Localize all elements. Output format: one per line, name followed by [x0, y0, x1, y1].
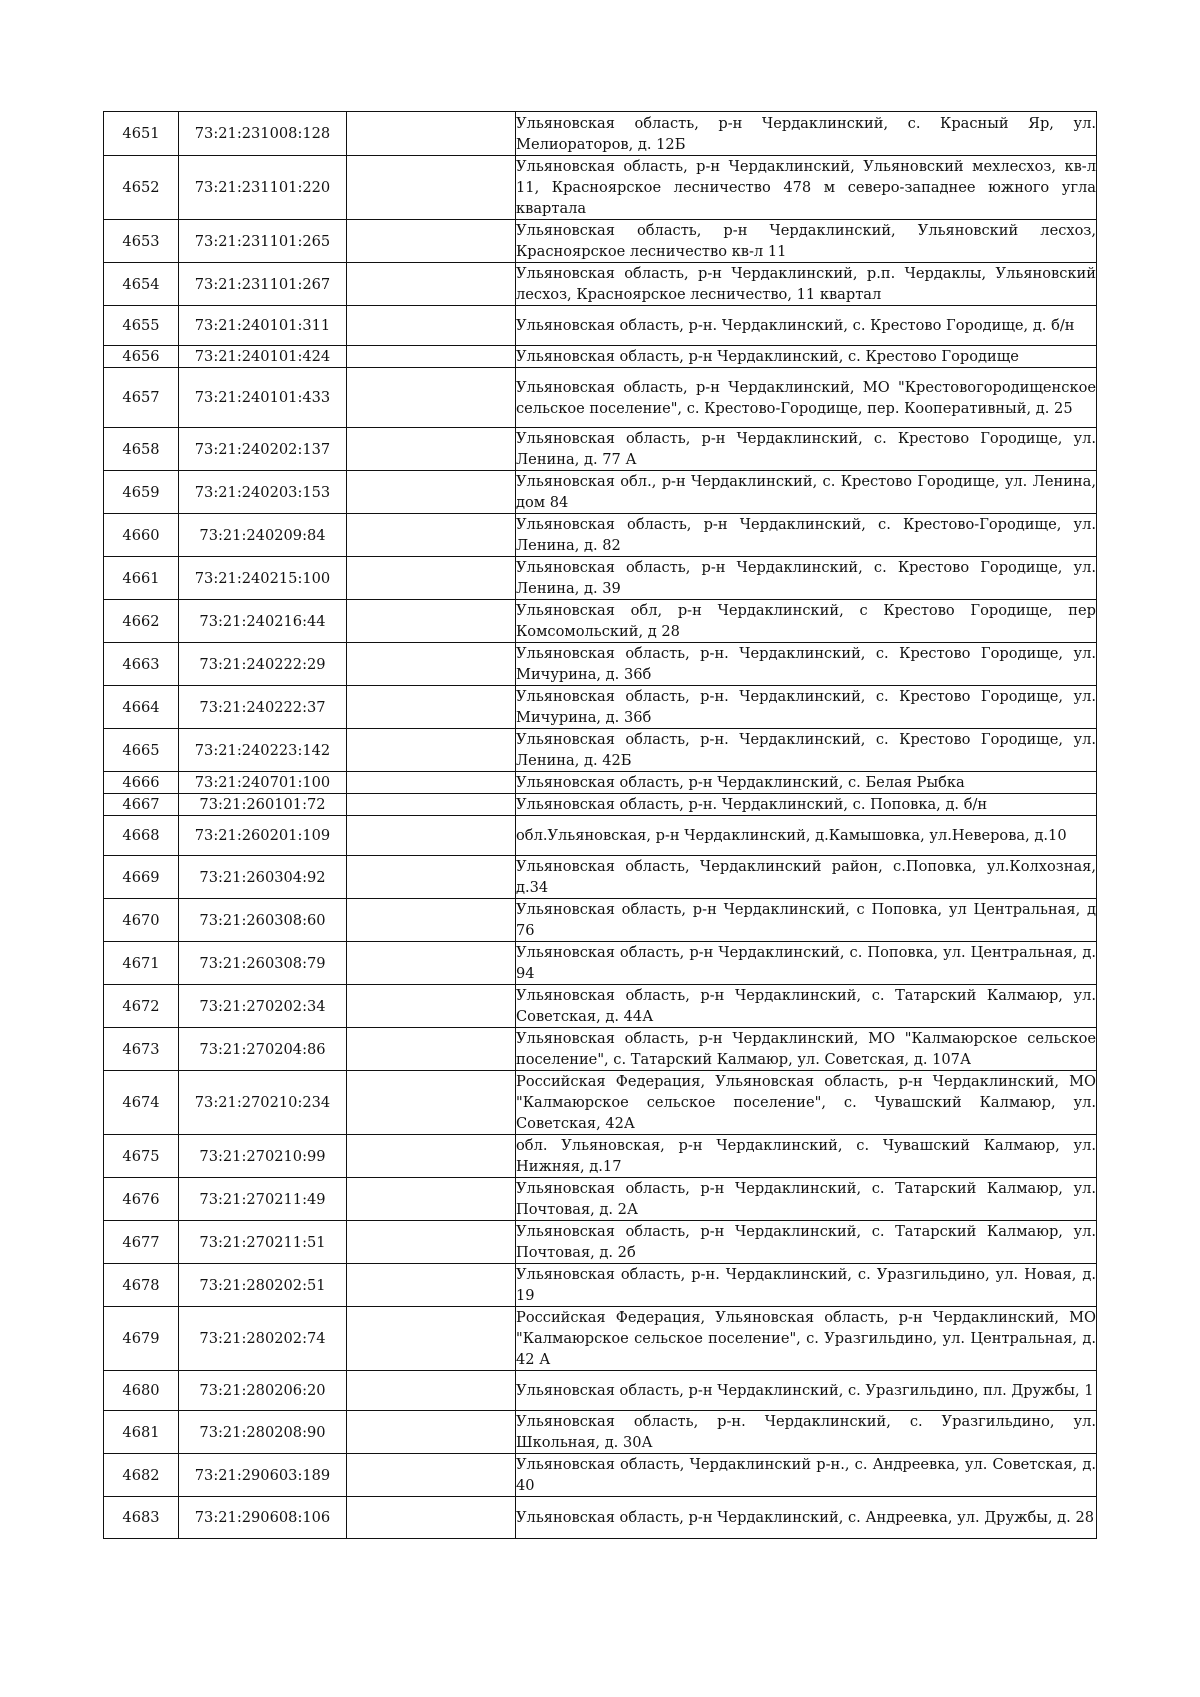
- cadastral-number-cell-text: 73:21:240101:433: [194, 389, 331, 406]
- row-number-cell: [104, 220, 179, 263]
- row-number-cell: [104, 816, 179, 856]
- empty-cell: [347, 1135, 516, 1178]
- registry-table-body: [104, 112, 1097, 1539]
- empty-cell: [347, 428, 516, 471]
- table-row: [104, 985, 1097, 1028]
- cadastral-number-cell: [179, 306, 347, 346]
- table-row: [104, 220, 1097, 263]
- row-number-cell: [104, 112, 179, 156]
- address-cell: [516, 856, 1097, 899]
- row-number-cell: [104, 263, 179, 306]
- row-number-cell: [104, 600, 179, 643]
- empty-cell: [347, 1371, 516, 1411]
- empty-cell: [347, 1264, 516, 1307]
- address-cell-text: Ульяновская область, р-н Чердаклинский, р.п. Чердаклы, Ульяновский лесхоз, Красноярское лесничество, 11 квартал: [516, 265, 1096, 303]
- address-cell-text: Ульяновская область, р-н. Чердаклинский, с. Крестово Городище, ул. Мичурина, д. 36б: [516, 688, 1096, 726]
- table-row: [104, 856, 1097, 899]
- address-cell-text: Российская Федерация, Ульяновская область, р-н Чердаклинский, МО "Калмаюрское сельское поселение", с. Чувашский Калмаюр, ул. Советская, 42А: [516, 1073, 1096, 1132]
- address-cell: [516, 1221, 1097, 1264]
- empty-cell: [347, 557, 516, 600]
- cadastral-number-cell-text: 73:21:260308:79: [199, 954, 326, 972]
- row-number-cell: [104, 729, 179, 772]
- row-number-cell-text: 4670: [122, 911, 160, 929]
- cadastral-number-cell-text: 73:21:240215:100: [194, 569, 331, 587]
- address-cell: [516, 1264, 1097, 1307]
- row-number-cell: [104, 985, 179, 1028]
- cadastral-number-cell-text: 73:21:240101:424: [194, 348, 331, 365]
- address-cell: [516, 686, 1097, 729]
- table-row: [104, 816, 1097, 856]
- cadastral-number-cell: [179, 263, 347, 306]
- row-number-cell-text: 4683: [122, 1509, 160, 1526]
- row-number-cell: [104, 772, 179, 794]
- row-number-cell: [104, 1071, 179, 1135]
- address-cell: [516, 1028, 1097, 1071]
- empty-cell: [347, 856, 516, 899]
- empty-cell: [347, 600, 516, 643]
- table-row: [104, 729, 1097, 772]
- cadastral-number-cell: [179, 1135, 347, 1178]
- cadastral-number-cell-text: 73:21:231008:128: [194, 125, 331, 142]
- empty-cell: [347, 156, 516, 220]
- table-row: [104, 772, 1097, 794]
- table-row: [104, 557, 1097, 600]
- cadastral-number-cell: [179, 368, 347, 428]
- row-number-cell: [104, 1454, 179, 1497]
- row-number-cell-text: 4680: [122, 1382, 160, 1399]
- cadastral-number-cell-text: 73:21:280202:51: [199, 1276, 326, 1294]
- row-number-cell: [104, 1028, 179, 1071]
- address-cell-text: Ульяновская обл., р-н Чердаклинский, с. Крестово Городище, ул. Ленина, дом 84: [516, 473, 1096, 511]
- row-number-cell-text: 4660: [122, 526, 160, 544]
- cadastral-number-cell: [179, 557, 347, 600]
- row-number-cell-text: 4665: [122, 741, 160, 759]
- empty-cell: [347, 346, 516, 368]
- row-number-cell-text: 4661: [122, 569, 160, 587]
- cadastral-number-cell: [179, 1411, 347, 1454]
- table-row: [104, 942, 1097, 985]
- table-row: [104, 471, 1097, 514]
- table-row: [104, 428, 1097, 471]
- row-number-cell-text: 4668: [122, 827, 160, 844]
- address-cell-text: Ульяновская область, р-н Чердаклинский, с. Поповка, ул. Центральная, д. 94: [516, 944, 1096, 982]
- address-cell: [516, 557, 1097, 600]
- table-row: [104, 794, 1097, 816]
- cadastral-number-cell: [179, 600, 347, 643]
- address-cell: [516, 816, 1097, 856]
- table-row: [104, 1221, 1097, 1264]
- cadastral-number-cell-text: 73:21:260308:60: [199, 911, 326, 929]
- cadastral-number-cell-text: 73:21:260101:72: [199, 796, 326, 813]
- address-cell-text: Ульяновская область, р-н Чердаклинский, с. Крестово Городище, ул. Ленина, д. 77 А: [516, 430, 1096, 468]
- row-number-cell-text: 4658: [122, 440, 160, 458]
- row-number-cell: [104, 368, 179, 428]
- cadastral-number-cell: [179, 1371, 347, 1411]
- row-number-cell: [104, 1221, 179, 1264]
- cadastral-number-cell: [179, 1497, 347, 1539]
- address-cell-text: Ульяновская область, р-н Чердаклинский, с. Красный Яр, ул. Мелиораторов, д. 12Б: [516, 114, 1096, 153]
- address-cell-text: Ульяновская область, р-н Чердаклинский, Ульяновский мехлесхоз, кв-л 11, Красноярское лесничество 478 м северо-западнее южного угла квартала: [516, 158, 1096, 217]
- table-row: [104, 263, 1097, 306]
- row-number-cell: [104, 794, 179, 816]
- cadastral-number-cell: [179, 428, 347, 471]
- address-cell-text: Ульяновская область, р-н Чердаклинский, с. Андреевка, ул. Дружбы, д. 28: [516, 1509, 1095, 1526]
- cadastral-number-cell: [179, 471, 347, 514]
- cadastral-number-cell-text: 73:21:270202:34: [199, 997, 326, 1015]
- address-cell-text: Ульяновская область, р-н Чердаклинский, МО "Крестовогородищенское сельское поселение", с. Крестово-Городище, пер. Кооперативный, д. 25: [516, 378, 1096, 417]
- row-number-cell: [104, 1411, 179, 1454]
- row-number-cell-text: 4655: [122, 317, 160, 334]
- row-number-cell: [104, 1307, 179, 1371]
- empty-cell: [347, 220, 516, 263]
- address-cell-text: Ульяновская область, р-н. Чердаклинский, с. Уразгильдино, ул. Новая, д. 19: [516, 1266, 1096, 1304]
- row-number-cell: [104, 856, 179, 899]
- empty-cell: [347, 1221, 516, 1264]
- address-cell: [516, 942, 1097, 985]
- address-cell-text: Ульяновская область, Чердаклинский р-н., с. Андреевка, ул. Советская, д. 40: [516, 1456, 1096, 1494]
- table-row: [104, 346, 1097, 368]
- row-number-cell: [104, 514, 179, 557]
- row-number-cell-text: 4653: [122, 232, 160, 250]
- address-cell: [516, 112, 1097, 156]
- address-cell: [516, 471, 1097, 514]
- row-number-cell: [104, 686, 179, 729]
- cadastral-number-cell-text: 73:21:240203:153: [194, 483, 331, 501]
- cadastral-number-cell: [179, 686, 347, 729]
- address-cell: [516, 772, 1097, 794]
- empty-cell: [347, 794, 516, 816]
- address-cell: [516, 1071, 1097, 1135]
- cadastral-number-cell: [179, 794, 347, 816]
- address-cell-text: Ульяновская область, р-н. Чердаклинский, с. Поповка, д. б/н: [516, 796, 988, 813]
- cadastral-number-cell-text: 73:21:290603:189: [194, 1466, 331, 1484]
- row-number-cell-text: 4669: [122, 868, 160, 886]
- row-number-cell-text: 4664: [122, 698, 160, 716]
- cadastral-number-cell-text: 73:21:240223:142: [194, 741, 331, 759]
- row-number-cell-text: 4663: [122, 655, 160, 673]
- row-number-cell: [104, 156, 179, 220]
- table-row: [104, 514, 1097, 557]
- cadastral-number-cell: [179, 985, 347, 1028]
- table-row: [104, 600, 1097, 643]
- address-cell: [516, 220, 1097, 263]
- address-cell: [516, 1371, 1097, 1411]
- address-cell: [516, 985, 1097, 1028]
- table-row: [104, 1454, 1097, 1497]
- cadastral-number-cell: [179, 1264, 347, 1307]
- address-cell: [516, 514, 1097, 557]
- row-number-cell: [104, 471, 179, 514]
- address-cell-text: обл.Ульяновская, р-н Чердаклинский, д.Камышовка, ул.Неверова, д.10: [516, 827, 1067, 844]
- empty-cell: [347, 816, 516, 856]
- cadastral-number-cell: [179, 514, 347, 557]
- cadastral-number-cell-text: 73:21:240216:44: [199, 612, 326, 630]
- row-number-cell: [104, 346, 179, 368]
- table-row: [104, 1411, 1097, 1454]
- empty-cell: [347, 899, 516, 942]
- address-cell-text: Ульяновская область, р-н Чердаклинский, с. Татарский Калмаюр, ул. Советская, д. 44А: [516, 987, 1096, 1025]
- row-number-cell: [104, 306, 179, 346]
- cadastral-number-cell: [179, 346, 347, 368]
- address-cell-text: Ульяновская область, р-н Чердаклинский, с. Крестово-Городище, ул. Ленина, д. 82: [516, 516, 1096, 554]
- empty-cell: [347, 1028, 516, 1071]
- cadastral-number-cell-text: 73:21:240222:37: [199, 698, 326, 716]
- address-cell-text: Ульяновская область, р-н. Чердаклинский, с. Уразгильдино, ул. Школьная, д. 30А: [516, 1413, 1096, 1451]
- cadastral-number-cell: [179, 220, 347, 263]
- table-row: [104, 1135, 1097, 1178]
- address-cell: [516, 156, 1097, 220]
- row-number-cell-text: 4656: [122, 348, 160, 365]
- cadastral-number-cell: [179, 729, 347, 772]
- empty-cell: [347, 1178, 516, 1221]
- row-number-cell-text: 4654: [122, 275, 160, 293]
- address-cell: [516, 1135, 1097, 1178]
- cadastral-number-cell-text: 73:21:240209:84: [199, 526, 326, 544]
- address-cell: [516, 1411, 1097, 1454]
- address-cell-text: Ульяновская область, р-н Чердаклинский, с. Белая Рыбка: [516, 774, 965, 791]
- cadastral-number-cell-text: 73:21:270211:51: [199, 1233, 326, 1251]
- address-cell: [516, 428, 1097, 471]
- row-number-cell: [104, 643, 179, 686]
- cadastral-number-cell: [179, 1028, 347, 1071]
- cadastral-number-cell-text: 73:21:290608:106: [194, 1509, 331, 1526]
- cadastral-number-cell-text: 73:21:270204:86: [199, 1040, 326, 1058]
- address-cell-text: Ульяновская область, р-н. Чердаклинский, с. Крестово Городище, д. б/н: [516, 317, 1075, 334]
- row-number-cell-text: 4682: [122, 1466, 160, 1484]
- cadastral-number-cell: [179, 1307, 347, 1371]
- table-row: [104, 156, 1097, 220]
- address-cell: [516, 1178, 1097, 1221]
- empty-cell: [347, 514, 516, 557]
- table-row: [104, 1307, 1097, 1371]
- address-cell-text: Ульяновская область, Чердаклинский район, с.Поповка, ул.Колхозная, д.34: [516, 858, 1096, 896]
- row-number-cell-text: 4681: [122, 1423, 160, 1441]
- empty-cell: [347, 643, 516, 686]
- table-row: [104, 1028, 1097, 1071]
- address-cell-text: Ульяновская область, р-н. Чердаклинский, с. Крестово Городище, ул. Ленина, д. 42Б: [516, 731, 1096, 769]
- row-number-cell-text: 4652: [122, 179, 160, 196]
- empty-cell: [347, 112, 516, 156]
- cadastral-number-cell: [179, 899, 347, 942]
- cadastral-number-cell-text: 73:21:231101:267: [194, 275, 331, 293]
- row-number-cell-text: 4672: [122, 997, 160, 1015]
- address-cell-text: Ульяновская обл, р-н Чердаклинский, с Крестово Городище, пер Комсомольский, д 28: [516, 602, 1096, 640]
- empty-cell: [347, 306, 516, 346]
- empty-cell: [347, 1307, 516, 1371]
- row-number-cell-text: 4659: [122, 483, 160, 501]
- address-cell: [516, 899, 1097, 942]
- cadastral-number-cell-text: 73:21:260201:109: [194, 827, 331, 844]
- address-cell: [516, 306, 1097, 346]
- row-number-cell-text: 4671: [122, 954, 160, 972]
- empty-cell: [347, 686, 516, 729]
- cadastral-number-cell-text: 73:21:240202:137: [194, 440, 331, 458]
- cadastral-number-cell: [179, 112, 347, 156]
- address-cell-text: Ульяновская область, р-н Чердаклинский, МО "Калмаюрское сельское поселение", с. Татарский Калмаюр, ул. Советская, д. 107А: [516, 1030, 1096, 1068]
- cadastral-number-cell: [179, 156, 347, 220]
- row-number-cell: [104, 1371, 179, 1411]
- table-row: [104, 643, 1097, 686]
- empty-cell: [347, 772, 516, 794]
- row-number-cell-text: 4673: [122, 1040, 160, 1058]
- row-number-cell-text: 4666: [122, 774, 160, 791]
- cadastral-number-cell-text: 73:21:240101:311: [194, 317, 331, 334]
- row-number-cell: [104, 1497, 179, 1539]
- address-cell-text: Ульяновская область, р-н. Чердаклинский, с. Крестово Городище, ул. Мичурина, д. 36б: [516, 645, 1096, 683]
- cadastral-number-cell: [179, 942, 347, 985]
- cadastral-number-cell-text: 73:21:280206:20: [199, 1382, 326, 1399]
- address-cell: [516, 794, 1097, 816]
- cadastral-number-cell: [179, 1178, 347, 1221]
- table-row: [104, 306, 1097, 346]
- address-cell-text: Ульяновская область, р-н Чердаклинский, с. Татарский Калмаюр, ул. Почтовая, д. 2б: [516, 1223, 1096, 1261]
- row-number-cell-text: 4657: [122, 389, 160, 406]
- cadastral-number-cell: [179, 1071, 347, 1135]
- row-number-cell-text: 4667: [122, 796, 160, 813]
- address-cell-text: Ульяновская область, р-н Чердаклинский, Ульяновский лесхоз, Красноярское лесничество кв-л 11: [516, 222, 1096, 260]
- address-cell: [516, 1454, 1097, 1497]
- row-number-cell-text: 4679: [122, 1330, 160, 1347]
- table-row: [104, 1071, 1097, 1135]
- empty-cell: [347, 263, 516, 306]
- address-cell-text: Ульяновская область, р-н Чердаклинский, с. Уразгильдино, пл. Дружбы, 1: [516, 1382, 1094, 1399]
- row-number-cell: [104, 1178, 179, 1221]
- row-number-cell-text: 4675: [122, 1147, 160, 1165]
- table-row: [104, 1178, 1097, 1221]
- row-number-cell: [104, 899, 179, 942]
- row-number-cell: [104, 428, 179, 471]
- empty-cell: [347, 471, 516, 514]
- address-cell-text: Российская Федерация, Ульяновская область, р-н Чердаклинский, МО "Калмаюрское сельское поселение", с. Уразгильдино, ул. Центральная, д. 42 А: [516, 1309, 1096, 1368]
- address-cell-text: Ульяновская область, р-н Чердаклинский, с. Крестово Городище: [516, 348, 1019, 365]
- cadastral-number-cell-text: 73:21:231101:220: [194, 179, 331, 196]
- cadastral-number-cell-text: 73:21:280202:74: [199, 1330, 326, 1347]
- empty-cell: [347, 729, 516, 772]
- row-number-cell-text: 4651: [122, 125, 160, 142]
- address-cell: [516, 263, 1097, 306]
- row-number-cell: [104, 942, 179, 985]
- address-cell: [516, 1307, 1097, 1371]
- address-cell: [516, 600, 1097, 643]
- cadastral-number-cell: [179, 1454, 347, 1497]
- table-row: [104, 1371, 1097, 1411]
- cadastral-number-cell-text: 73:21:260304:92: [199, 868, 326, 886]
- address-cell-text: обл. Ульяновская, р-н Чердаклинский, с. Чувашский Калмаюр, ул. Нижняя, д.17: [516, 1137, 1096, 1175]
- cadastral-number-cell: [179, 816, 347, 856]
- row-number-cell-text: 4678: [122, 1276, 160, 1294]
- row-number-cell-text: 4674: [122, 1094, 160, 1111]
- address-cell: [516, 368, 1097, 428]
- registry-table: [103, 111, 1097, 1539]
- empty-cell: [347, 1454, 516, 1497]
- address-cell: [516, 729, 1097, 772]
- table-row: [104, 1497, 1097, 1539]
- row-number-cell-text: 4676: [122, 1190, 160, 1208]
- address-cell: [516, 346, 1097, 368]
- cadastral-number-cell: [179, 772, 347, 794]
- address-cell: [516, 1497, 1097, 1539]
- address-cell: [516, 643, 1097, 686]
- table-row: [104, 112, 1097, 156]
- row-number-cell: [104, 557, 179, 600]
- row-number-cell-text: 4662: [122, 612, 160, 630]
- cadastral-number-cell-text: 73:21:280208:90: [199, 1423, 326, 1441]
- empty-cell: [347, 1071, 516, 1135]
- empty-cell: [347, 368, 516, 428]
- table-row: [104, 368, 1097, 428]
- address-cell-text: Ульяновская область, р-н Чердаклинский, с. Крестово Городище, ул. Ленина, д. 39: [516, 559, 1096, 597]
- row-number-cell: [104, 1135, 179, 1178]
- table-row: [104, 1264, 1097, 1307]
- table-row: [104, 899, 1097, 942]
- cadastral-number-cell-text: 73:21:270211:49: [199, 1190, 326, 1208]
- cadastral-number-cell: [179, 643, 347, 686]
- cadastral-number-cell-text: 73:21:240222:29: [199, 655, 326, 673]
- cadastral-number-cell: [179, 1221, 347, 1264]
- cadastral-number-cell-text: 73:21:240701:100: [194, 774, 331, 791]
- row-number-cell-text: 4677: [122, 1233, 160, 1251]
- row-number-cell: [104, 1264, 179, 1307]
- table-row: [104, 686, 1097, 729]
- address-cell-text: Ульяновская область, р-н Чердаклинский, с Поповка, ул Центральная, д 76: [516, 901, 1096, 939]
- empty-cell: [347, 1411, 516, 1454]
- cadastral-number-cell: [179, 856, 347, 899]
- address-cell-text: Ульяновская область, р-н Чердаклинский, с. Татарский Калмаюр, ул. Почтовая, д. 2А: [516, 1180, 1096, 1218]
- cadastral-number-cell-text: 73:21:231101:265: [194, 232, 331, 250]
- empty-cell: [347, 985, 516, 1028]
- cadastral-number-cell-text: 73:21:270210:99: [199, 1147, 326, 1165]
- cadastral-number-cell-text: 73:21:270210:234: [194, 1094, 331, 1111]
- empty-cell: [347, 942, 516, 985]
- empty-cell: [347, 1497, 516, 1539]
